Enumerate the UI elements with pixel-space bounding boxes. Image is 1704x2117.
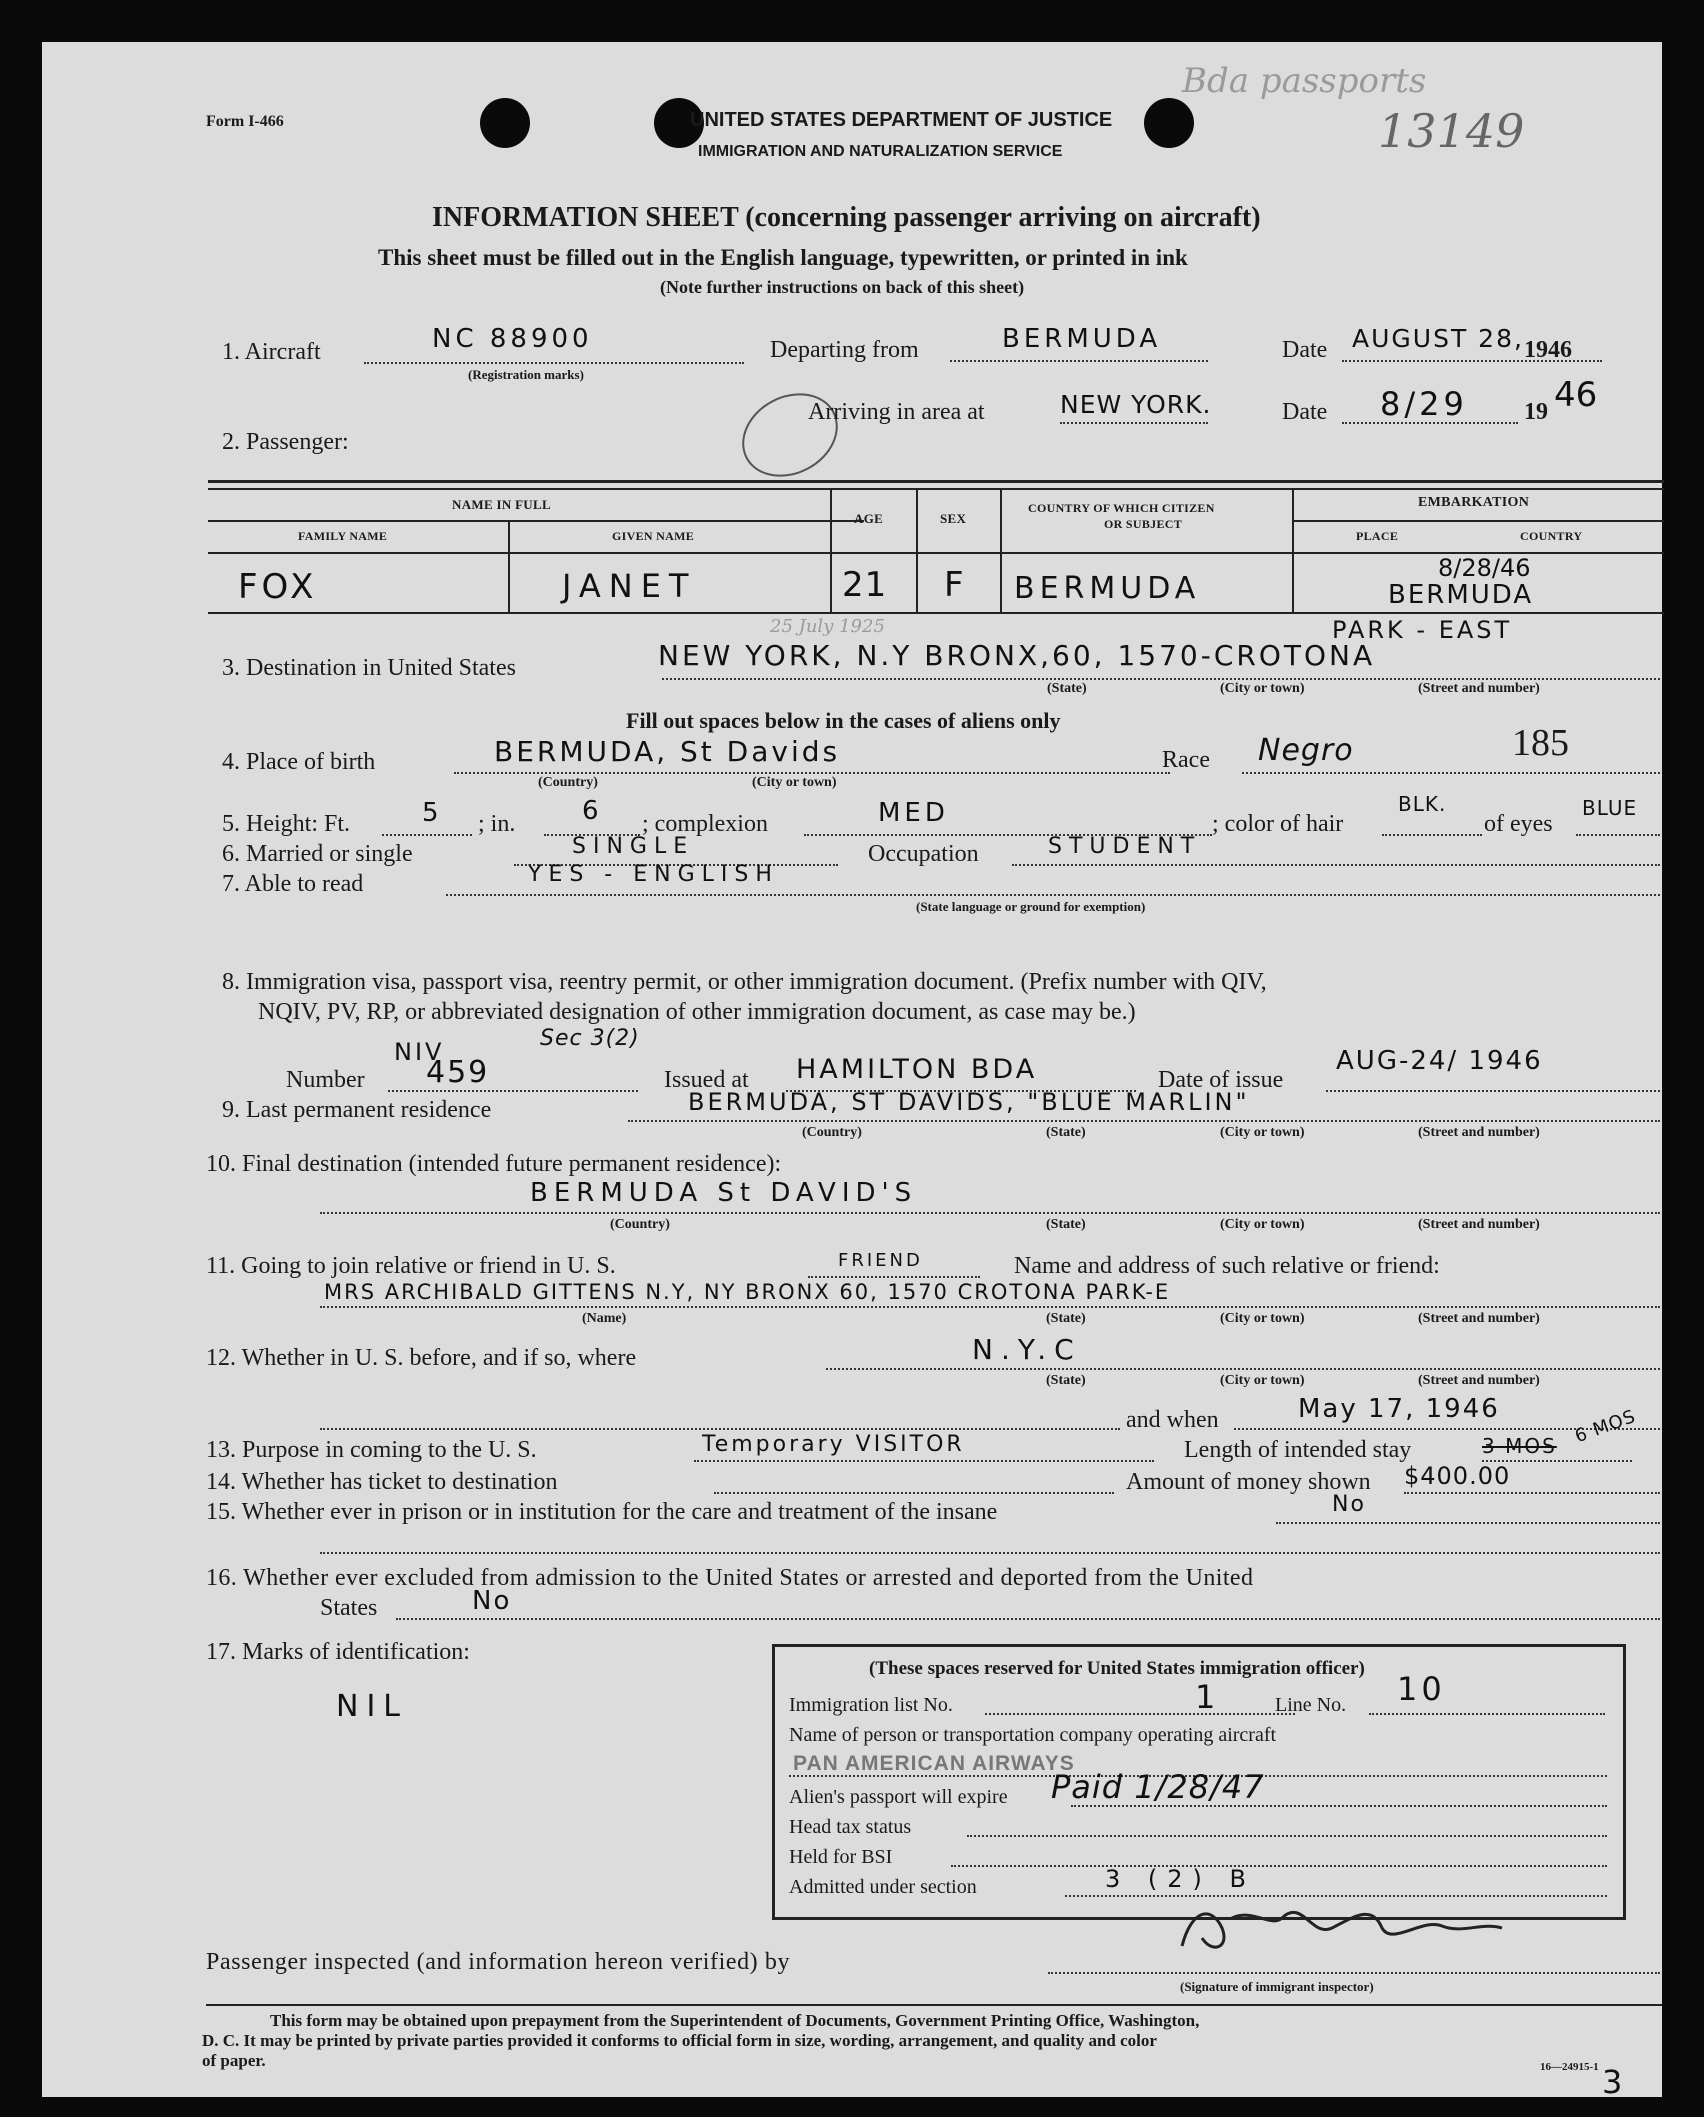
footer-line-2: D. C. It may be printed by private parties provided it conforms to official form in size, wording, arrangement, and quality and color	[202, 2031, 1157, 2050]
section-value: 3 (2) B	[1105, 1865, 1256, 1893]
visa-number-line	[388, 1090, 638, 1092]
visa-number-value: 459	[426, 1055, 490, 1090]
form-sheet	[42, 42, 1662, 2101]
passport-expire-value: Paid 1/28/47	[1051, 1768, 1265, 1806]
inspector-signature-mark	[1172, 1898, 1512, 1958]
visa-section: Sec 3(2)	[540, 1026, 640, 1051]
punch-hole	[1144, 98, 1194, 148]
table-col-divider	[916, 488, 918, 612]
join-relative-line	[808, 1276, 980, 1278]
arrival-date-label: Date	[1282, 399, 1328, 425]
departing-line	[950, 360, 1208, 362]
relative-address-line	[320, 1306, 1660, 1308]
join-relative-label: 11. Going to join relative or friend in U. S.	[206, 1253, 616, 1279]
visa-prefix: NIV	[394, 1038, 445, 1066]
previous-visit-line	[826, 1368, 1660, 1370]
sex-header: SEX	[940, 511, 967, 526]
place-header: PLACE	[1356, 529, 1399, 543]
height-in-label: ; in.	[478, 811, 516, 837]
issue-date-value: AUG-24/ 1946	[1336, 1046, 1543, 1076]
race-label: Race	[1162, 747, 1210, 773]
read-caption: (State language or ground for exemption)	[916, 899, 1146, 914]
table-top-rule	[208, 480, 1664, 483]
pencil-note: Bda passports	[1182, 61, 1427, 101]
arrival-date-value: 8/29	[1380, 385, 1468, 423]
pencil-circle	[728, 377, 853, 493]
table-header-mid-rule	[208, 520, 864, 522]
marital-value: SINGLE	[572, 834, 695, 859]
previous-visit-city-caption: (City or town)	[1220, 1373, 1305, 1388]
aliens-heading: Fill out spaces below in the cases of aliens only	[626, 708, 1061, 733]
prison-line	[1276, 1522, 1660, 1524]
eyes-label: of eyes	[1484, 811, 1553, 837]
given-name-header: GIVEN NAME	[612, 529, 695, 543]
age-value: 21	[842, 565, 888, 605]
join-relative-value: FRIEND	[838, 1250, 923, 1271]
departing-label: Departing from	[770, 337, 919, 363]
page-number: 3	[1602, 2063, 1627, 2101]
identification-value: NIL	[336, 1689, 409, 1724]
aircraft-line	[364, 362, 744, 364]
table-col-divider	[1292, 488, 1294, 612]
read-value: YES - ENGLISH	[528, 862, 779, 887]
destination-street-caption: (Street and number)	[1418, 681, 1540, 696]
sex-value: F	[944, 565, 968, 605]
departure-year: 1946	[1524, 337, 1572, 363]
aircraft-value: NC 88900	[432, 324, 593, 354]
final-destination-state-caption: (State)	[1046, 1217, 1086, 1232]
stay-crossed-value: 3 MOS	[1482, 1434, 1557, 1458]
table-top-rule-2	[208, 488, 1664, 490]
birthplace-line	[454, 772, 1170, 774]
country-header: COUNTRY	[1520, 529, 1583, 543]
destination-line	[662, 678, 1660, 680]
height-ft-line	[382, 834, 472, 836]
head-tax-label: Head tax status	[789, 1816, 912, 1838]
occupation-label: Occupation	[868, 841, 979, 867]
embarkation-header: EMBARKATION	[1418, 495, 1530, 510]
destination-label: 3. Destination in United States	[222, 655, 516, 681]
race-number: 185	[1512, 722, 1569, 764]
arriving-value: NEW YORK.	[1060, 390, 1212, 419]
arrival-year-suffix: 46	[1554, 375, 1598, 415]
birthplace-city-caption: (City or town)	[752, 775, 837, 790]
last-residence-city-caption: (City or town)	[1220, 1125, 1305, 1140]
punch-hole	[480, 98, 530, 148]
departing-value: BERMUDA	[1002, 324, 1162, 354]
sheet-subtitle: This sheet must be filled out in the English language, typewritten, or printed in ink	[378, 245, 1188, 270]
last-residence-country-caption: (Country)	[802, 1125, 862, 1140]
sheet-title: INFORMATION SHEET (concerning passenger arriving on aircraft)	[432, 202, 1261, 233]
officer-box	[772, 1644, 1626, 1920]
form-number: Form I-466	[206, 113, 284, 130]
destination-state-caption: (State)	[1047, 681, 1087, 696]
citizen-header-2: OR SUBJECT	[1104, 517, 1183, 531]
final-destination-country-caption: (Country)	[610, 1217, 670, 1232]
when-value: May 17, 1946	[1298, 1394, 1500, 1424]
table-col-divider	[830, 488, 832, 612]
prison-value: No	[1332, 1492, 1366, 1517]
arriving-line	[1060, 422, 1208, 424]
visa-number-label: Number	[286, 1067, 365, 1093]
final-destination-value: BERMUDA St DAVID'S	[530, 1178, 918, 1208]
embark-place-value: 8/28/46	[1438, 554, 1531, 582]
department-name: UNITED STATES DEPARTMENT OF JUSTICE	[690, 109, 1113, 131]
ticket-label: 14. Whether has ticket to destination	[206, 1469, 558, 1495]
table-col-divider	[1000, 488, 1002, 612]
bsi-line	[951, 1865, 1607, 1867]
arrival-year-prefix: 19	[1524, 399, 1548, 425]
pencil-file-number: 13149	[1378, 104, 1525, 158]
final-destination-street-caption: (Street and number)	[1418, 1217, 1540, 1232]
stay-label: Length of intended stay	[1184, 1437, 1412, 1463]
registration-caption: (Registration marks)	[468, 367, 584, 382]
table-col-divider	[508, 520, 510, 612]
section-line	[1065, 1895, 1607, 1897]
relative-name-caption: (Name)	[582, 1311, 627, 1326]
final-destination-line	[320, 1212, 1660, 1214]
issue-date-line	[1326, 1090, 1660, 1092]
complexion-value: MED	[878, 798, 949, 828]
height-label: 5. Height: Ft.	[222, 811, 351, 837]
excluded-line	[396, 1618, 1660, 1620]
last-residence-value: BERMUDA, ST DAVIDS, "BLUE MARLIN"	[688, 1088, 1250, 1116]
pencil-date-note: 25 July 1925	[770, 616, 885, 637]
height-in-value: 6	[582, 796, 603, 826]
money-value: $400.00	[1404, 1462, 1511, 1490]
signature-caption: (Signature of immigrant inspector)	[1180, 1979, 1374, 1994]
table-header-mid-rule-2	[1292, 520, 1664, 522]
inspected-label: Passenger inspected (and information hereon verified) by	[206, 1949, 791, 1975]
birthplace-value: BERMUDA, St Davids	[494, 735, 841, 768]
embark-country-value: BERMUDA	[1388, 580, 1534, 610]
list-number-value: 1	[1195, 1678, 1220, 1716]
identification-label: 17. Marks of identification:	[206, 1639, 470, 1665]
previous-visit-line-2	[320, 1428, 1120, 1430]
complexion-label: ; complexion	[642, 811, 768, 837]
money-line	[1404, 1492, 1660, 1494]
eyes-value: BLUE	[1582, 796, 1638, 820]
line-number-value: 10	[1397, 1670, 1446, 1708]
destination-city-caption: (City or town)	[1220, 681, 1305, 696]
race-value: Negro	[1258, 733, 1354, 768]
eyes-line	[1576, 834, 1660, 836]
visa-instructions-1: 8. Immigration visa, passport visa, reentry permit, or other immigration document. (Prefix number with QIV,	[222, 969, 1267, 995]
line-number-line	[1369, 1713, 1605, 1715]
citizen-header: COUNTRY OF WHICH CITIZEN	[1028, 501, 1215, 515]
destination-value-above: PARK - EAST	[1332, 616, 1513, 644]
last-residence-state-caption: (State)	[1046, 1125, 1086, 1140]
prison-label: 15. Whether ever in prison or in institution for the care and treatment of the insane	[206, 1499, 998, 1525]
excluded-label-2: States	[320, 1595, 378, 1621]
race-line	[1242, 772, 1660, 774]
table-bottom-rule	[208, 612, 1664, 614]
marital-label: 6. Married or single	[222, 841, 413, 867]
money-label: Amount of money shown	[1126, 1469, 1371, 1495]
final-destination-label: 10. Final destination (intended future permanent residence):	[206, 1151, 782, 1177]
last-residence-street-caption: (Street and number)	[1418, 1125, 1540, 1140]
departure-date-value: AUGUST 28,	[1352, 324, 1524, 353]
read-label: 7. Able to read	[222, 871, 364, 897]
height-ft-value: 5	[422, 798, 443, 828]
company-label: Name of person or transportation company operating aircraft	[789, 1724, 1277, 1746]
stay-value: 6 MOS	[1572, 1405, 1639, 1448]
excluded-value: No	[472, 1586, 512, 1616]
relative-address-value: MRS ARCHIBALD GITTENS N.Y, NY BRONX 60, 1570 CROTONA PARK-E	[324, 1280, 1171, 1304]
company-value: PAN AMERICAN AIRWAYS	[793, 1752, 1075, 1775]
read-line	[446, 894, 1660, 896]
previous-visit-value: N.Y.C	[972, 1333, 1082, 1366]
officer-box-title: (These spaces reserved for United States immigration officer)	[869, 1658, 1365, 1679]
given-name-value: JANET	[562, 567, 697, 605]
issued-at-label: Issued at	[664, 1067, 749, 1093]
footer-rule	[206, 2004, 1662, 2006]
footer-line-1: This form may be obtained upon prepayment from the Superintendent of Documents, Government Printing Office, Washington,	[270, 2011, 1200, 2030]
final-destination-city-caption: (City or town)	[1220, 1217, 1305, 1232]
relative-city-caption: (City or town)	[1220, 1311, 1305, 1326]
passenger-label: 2. Passenger:	[222, 429, 349, 455]
prison-line-2	[320, 1552, 1660, 1554]
service-name: IMMIGRATION AND NATURALIZATION SERVICE	[698, 143, 1063, 160]
signature-line	[1048, 1972, 1660, 1974]
last-residence-line	[628, 1120, 1660, 1122]
when-label: and when	[1126, 1407, 1219, 1433]
passport-expire-label: Alien's passport will expire	[789, 1786, 1008, 1808]
last-residence-label: 9. Last permanent residence	[222, 1097, 492, 1123]
issued-at-value: HAMILTON BDA	[796, 1054, 1038, 1085]
previous-visit-label: 12. Whether in U. S. before, and if so, where	[206, 1345, 637, 1371]
sheet-note: (Note further instructions on back of this sheet)	[660, 277, 1025, 297]
ticket-line	[714, 1492, 1114, 1494]
occupation-line	[1012, 864, 1660, 866]
footer-line-3: of paper.	[202, 2051, 266, 2070]
arriving-label: Arriving in area at	[808, 399, 985, 425]
name-in-full-header: NAME IN FULL	[452, 497, 551, 512]
footer-code: 16—24915-1	[1540, 2061, 1599, 2073]
issue-date-label: Date of issue	[1158, 1067, 1284, 1093]
aircraft-label: 1. Aircraft	[222, 339, 321, 365]
hair-line	[1382, 834, 1482, 836]
destination-value: NEW YORK, N.Y BRONX,60, 1570-CROTONA	[658, 639, 1376, 672]
family-name-header: FAMILY NAME	[298, 529, 388, 543]
age-header: AGE	[854, 511, 884, 526]
occupation-value: STUDENT	[1048, 834, 1202, 859]
citizen-value: BERMUDA	[1014, 571, 1201, 606]
family-name-value: FOX	[238, 567, 318, 607]
departure-date-label: Date	[1282, 337, 1328, 363]
excluded-label-1: 16. Whether ever excluded from admission to the United States or arrested and deported from the United	[206, 1565, 1254, 1591]
hair-value: BLK.	[1398, 792, 1447, 816]
purpose-value: Temporary VISITOR	[702, 1432, 965, 1457]
hair-label: ; color of hair	[1212, 811, 1344, 837]
birthplace-country-caption: (Country)	[538, 775, 598, 790]
list-number-line	[985, 1713, 1295, 1715]
previous-visit-state-caption: (State)	[1046, 1373, 1086, 1388]
birthplace-label: 4. Place of birth	[222, 749, 376, 775]
head-tax-line	[967, 1835, 1607, 1837]
section-label: Admitted under section	[789, 1876, 977, 1898]
bsi-label: Held for BSI	[789, 1846, 893, 1868]
visa-instructions-2: NQIV, PV, RP, or abbreviated designation of other immigration document, as case may be.)	[258, 999, 1136, 1025]
relative-state-caption: (State)	[1046, 1311, 1086, 1326]
relative-street-caption: (Street and number)	[1418, 1311, 1540, 1326]
purpose-line	[694, 1460, 1154, 1462]
line-number-label: Line No.	[1275, 1694, 1347, 1716]
list-number-label: Immigration list No.	[789, 1694, 953, 1716]
relative-name-label: Name and address of such relative or friend:	[1014, 1253, 1440, 1279]
previous-visit-street-caption: (Street and number)	[1418, 1373, 1540, 1388]
purpose-label: 13. Purpose in coming to the U. S.	[206, 1437, 537, 1463]
